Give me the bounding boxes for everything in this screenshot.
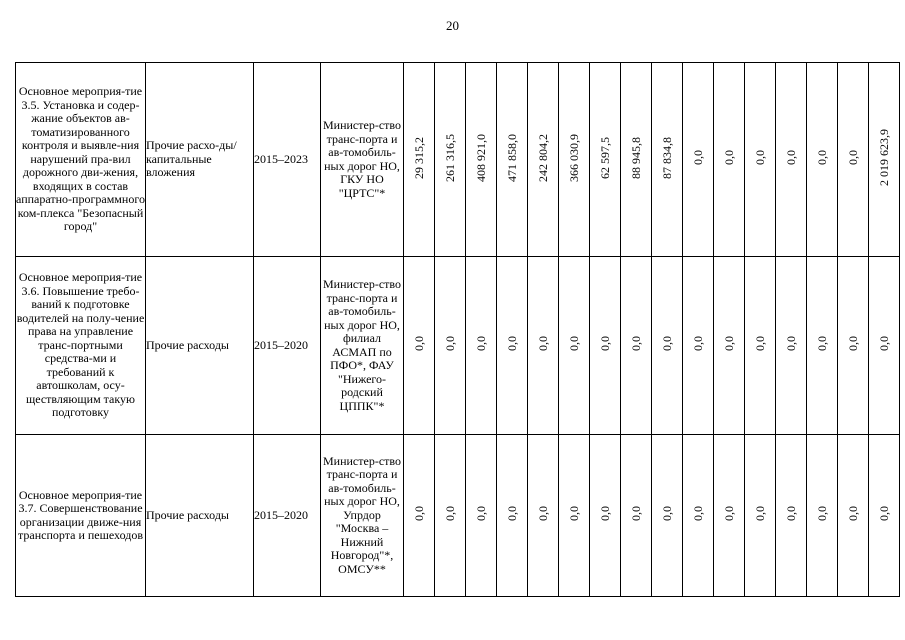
value-text: 0,0	[690, 506, 705, 522]
value-text: 0,0	[721, 336, 736, 352]
activity-name-cell: Основное мероприя-тие 3.5. Установка и содер-жание объектов ав-томатизированного контроля и выявле-ния нарушений пра-вил дорожного дви-жения, входящих в состав аппаратно-программного ком-плекса "Безопасный город"	[16, 63, 146, 257]
value-cell	[838, 257, 869, 435]
value-text: 0,0	[752, 336, 767, 352]
value-text: 0,0	[628, 506, 643, 522]
value-text: 366 030,9	[566, 133, 581, 182]
value-cell	[466, 63, 497, 257]
value-cell	[776, 435, 807, 597]
value-cell	[683, 257, 714, 435]
value-text: 0,0	[845, 150, 860, 166]
table-row	[16, 63, 900, 257]
value-text: 0,0	[876, 336, 891, 352]
value-text: 0,0	[411, 336, 426, 352]
value-text: 87 834,8	[659, 136, 674, 179]
value-text: 0,0	[690, 336, 705, 352]
value-cell	[435, 257, 466, 435]
value-cell	[621, 63, 652, 257]
value-cell	[714, 63, 745, 257]
value-cell	[590, 435, 621, 597]
value-text: 2 019 623,9	[876, 129, 891, 187]
value-cell	[466, 435, 497, 597]
value-cell	[621, 435, 652, 597]
value-cell	[590, 257, 621, 435]
value-text: 0,0	[442, 336, 457, 352]
value-text: 0,0	[783, 506, 798, 522]
value-text: 0,0	[814, 336, 829, 352]
value-text: 0,0	[473, 336, 488, 352]
value-cell	[528, 63, 559, 257]
value-text: 0,0	[566, 506, 581, 522]
value-text: 0,0	[783, 336, 798, 352]
value-text: 62 597,5	[597, 136, 612, 179]
activity-name-cell: Основное мероприя-тие 3.7. Совершенствование организации движе-ния транспорта и пешеходов	[16, 435, 146, 597]
value-text: 0,0	[535, 506, 550, 522]
value-text: 0,0	[411, 506, 426, 522]
value-text: 0,0	[876, 506, 891, 522]
value-cell	[621, 257, 652, 435]
value-text: 0,0	[690, 150, 705, 166]
value-cell	[590, 63, 621, 257]
value-text: 88 945,8	[628, 136, 643, 179]
value-text: 0,0	[597, 336, 612, 352]
value-cell	[869, 63, 900, 257]
value-cell	[559, 257, 590, 435]
value-text: 0,0	[659, 506, 674, 522]
activity-name-cell: Основное мероприя-тие 3.6. Повышение требо-ваний к подготовке водителей на полу-чение права на управление транс-портными средства-ми и требований к автошколам, осу-ществляющим такую подготовку	[16, 257, 146, 435]
program-activities-table	[15, 62, 900, 597]
value-cell	[714, 435, 745, 597]
value-cell	[745, 257, 776, 435]
value-text: 0,0	[752, 506, 767, 522]
value-cell	[838, 63, 869, 257]
value-cell	[528, 435, 559, 597]
value-text: 0,0	[473, 506, 488, 522]
value-text: 471 858,0	[504, 133, 519, 182]
value-text: 0,0	[442, 506, 457, 522]
value-text: 0,0	[783, 150, 798, 166]
value-text: 0,0	[659, 336, 674, 352]
funding-source-cell: Прочие расходы	[146, 257, 254, 435]
value-cell	[559, 435, 590, 597]
value-cell	[745, 63, 776, 257]
value-text: 0,0	[566, 336, 581, 352]
value-text: 261 316,5	[442, 133, 457, 182]
value-text: 0,0	[845, 506, 860, 522]
value-cell	[807, 257, 838, 435]
responsible-executor-cell: Министер-ство транс-порта и ав-томобиль-ных дорог НО, ГКУ НО "ЦРТС"*	[321, 63, 404, 257]
value-text: 242 804,2	[535, 133, 550, 182]
value-cell	[683, 435, 714, 597]
value-cell	[497, 63, 528, 257]
value-text: 0,0	[845, 336, 860, 352]
value-cell	[776, 257, 807, 435]
page-number: 20	[446, 18, 459, 33]
period-cell: 2015–2023	[254, 63, 321, 257]
value-cell	[745, 435, 776, 597]
value-cell	[404, 63, 435, 257]
value-cell	[838, 435, 869, 597]
value-cell	[559, 63, 590, 257]
value-cell	[404, 257, 435, 435]
value-text: 0,0	[597, 506, 612, 522]
funding-source-cell: Прочие расхо-ды/капитальные вложения	[146, 63, 254, 257]
value-cell	[807, 435, 838, 597]
responsible-executor-cell: Министер-ство транс-порта и ав-томобиль-ных дорог НО, филиал АСМАП по ПФО*, ФАУ "Нижего-родский ЦППК"*	[321, 257, 404, 435]
value-text: 29 315,2	[411, 136, 426, 179]
value-cell	[869, 435, 900, 597]
value-cell	[497, 435, 528, 597]
value-text: 0,0	[504, 336, 519, 352]
period-cell: 2015–2020	[254, 435, 321, 597]
value-text: 0,0	[721, 506, 736, 522]
funding-source-cell: Прочие расходы	[146, 435, 254, 597]
value-cell	[714, 257, 745, 435]
value-text: 0,0	[814, 506, 829, 522]
value-cell	[404, 435, 435, 597]
value-cell	[497, 257, 528, 435]
value-cell	[435, 435, 466, 597]
period-cell: 2015–2020	[254, 257, 321, 435]
value-cell	[869, 257, 900, 435]
value-cell	[435, 63, 466, 257]
responsible-executor-cell: Министер-ство транс-порта и ав-томобиль-ных дорог НО, Упрдор "Москва – Нижний Новгород"*, ОМСУ**	[321, 435, 404, 597]
value-cell	[683, 63, 714, 257]
value-cell	[807, 63, 838, 257]
value-cell	[652, 435, 683, 597]
value-text: 0,0	[628, 336, 643, 352]
value-cell	[466, 257, 497, 435]
value-text: 0,0	[535, 336, 550, 352]
value-cell	[652, 63, 683, 257]
value-text: 0,0	[721, 150, 736, 166]
value-cell	[776, 63, 807, 257]
value-text: 408 921,0	[473, 133, 488, 182]
value-text: 0,0	[814, 150, 829, 166]
value-cell	[652, 257, 683, 435]
value-cell	[528, 257, 559, 435]
value-text: 0,0	[504, 506, 519, 522]
table-row	[16, 435, 900, 597]
table-row	[16, 257, 900, 435]
value-text: 0,0	[752, 150, 767, 166]
